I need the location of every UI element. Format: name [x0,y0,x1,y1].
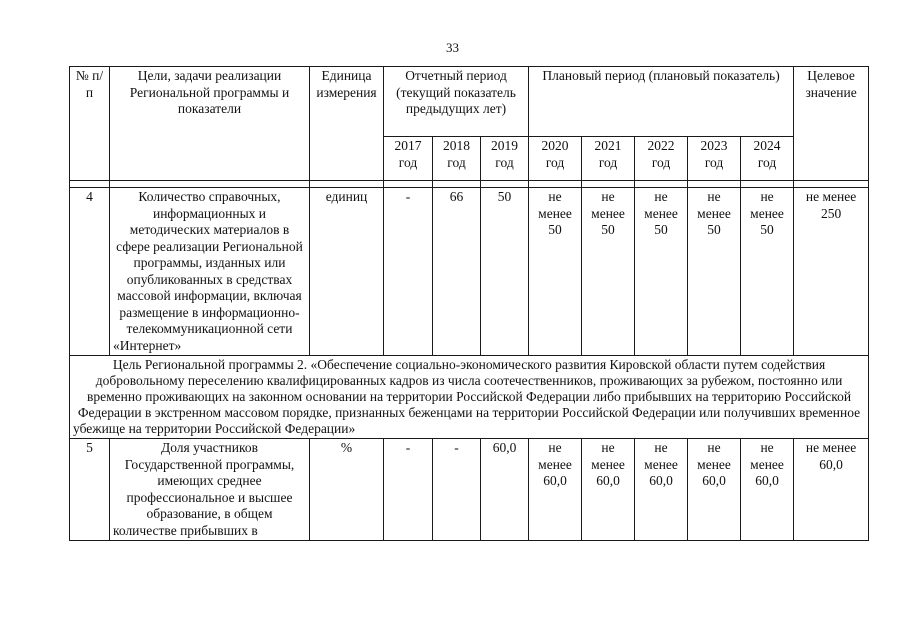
row-value: не менее 50 [741,188,794,356]
row-value: 66 [433,188,481,356]
row-target: не менее 60,0 [794,439,869,541]
goal-row [70,356,869,439]
header-goals: Цели, задачи реализации Региональной программы и показатели [110,67,310,181]
header-year: 2020 год [529,137,582,181]
header-year: 2021 год [582,137,635,181]
row-num: 4 [70,188,110,356]
header-year: 2019 год [481,137,529,181]
row-value: не менее 60,0 [582,439,635,541]
row-target: не менее 250 [794,188,869,356]
row-value: не менее 50 [635,188,688,356]
header-year: 2024 год [741,137,794,181]
header-report-period: Отчетный период (текущий показатель предыдущих лет) [384,67,529,137]
row-num: 5 [70,439,110,541]
header-row [70,67,869,137]
row-unit: единиц [310,188,384,356]
row-name: Доля участников Государственной программы, имеющих среднее профессиональное и высшее образование, в общем количестве прибывших в [110,439,310,541]
row-value: - [384,439,433,541]
row-value: не менее 50 [529,188,582,356]
header-year: 2018 год [433,137,481,181]
row-unit: % [310,439,384,541]
header-target: Целевое значение [794,67,869,181]
row-value: не менее 60,0 [688,439,741,541]
row-value: не менее 60,0 [635,439,688,541]
table-row [70,439,869,541]
goal-2-text: Цель Региональной программы 2. «Обеспечение социально-экономического развития Кировской области путем содействия добровольному переселению квалифицированных кадров из числа соотечественников, проживающих за рубежом, постоянно или временно проживающих на законном основании на территории Российской Федерации либо прибывших на территорию Российской Федерации в экстренном массовом порядке, признанных беженцами на территории Российской Федерации или получивших временное убежище на территории Российской Федерации» [70,356,869,439]
row-value: 50 [481,188,529,356]
row-value: не менее 60,0 [741,439,794,541]
header-year: 2023 год [688,137,741,181]
header-year: 2022 год [635,137,688,181]
page-number: 33 [446,40,459,55]
header-spacer [70,181,869,188]
row-value: не менее 50 [582,188,635,356]
row-value: - [433,439,481,541]
row-value: не менее 50 [688,188,741,356]
row-value: - [384,188,433,356]
header-unit: Единица измерения [310,67,384,181]
row-name: Количество справочных, информационных и методических материалов в сфере реализации Региональной программы, изданных или опубликованных в средствах массовой информации, включая размещение в информационно-телекоммуникационной сети «Интернет» [110,188,310,356]
table-row [70,188,869,356]
header-num: № п/п [70,67,110,181]
header-year: 2017 год [384,137,433,181]
indicators-table [69,66,869,541]
row-value: 60,0 [481,439,529,541]
row-value: не менее 60,0 [529,439,582,541]
header-plan-period: Плановый период (плановый показатель) [529,67,794,137]
